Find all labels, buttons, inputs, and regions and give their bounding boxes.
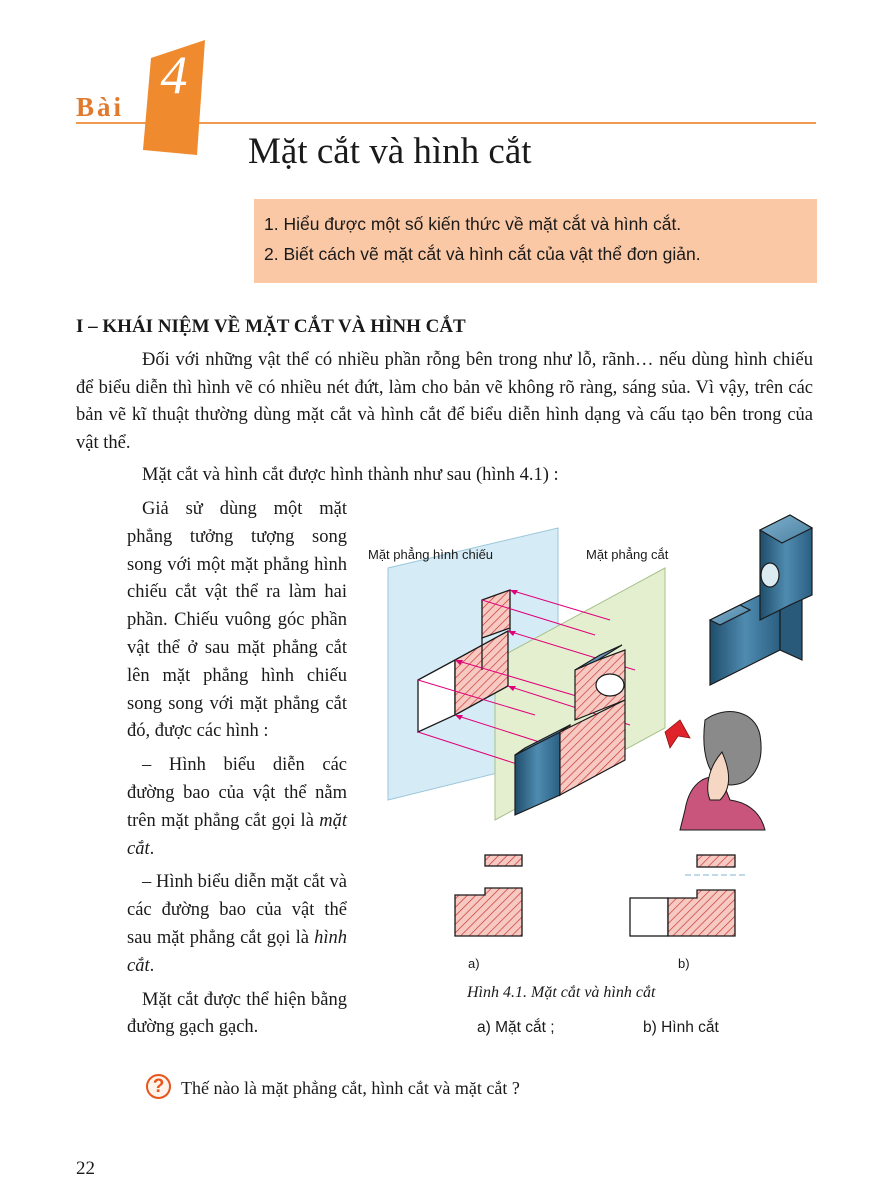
isometric-object	[710, 515, 812, 685]
label-a: a)	[468, 956, 480, 971]
left-paragraph-2: – Hình biểu diễn các đường bao của vật thể nằm trên mặt phẳng cắt gọi là mặt cắt.	[127, 755, 347, 859]
left-paragraph-3: – Hình biểu diễn mặt cắt và các đường bao của vật thể sau mặt phẳng cắt gọi là hình cắt.	[127, 872, 347, 976]
figure-4-1	[360, 510, 830, 1050]
label-cutting-plane: Mặt phẳng cắt	[586, 547, 669, 562]
subcaption-b: b) Hình cắt	[643, 1019, 719, 1036]
observer-figure	[680, 712, 765, 830]
term-hinh-cat: hình cắt	[127, 927, 347, 976]
label-projection-plane: Mặt phẳng hình chiếu	[368, 547, 494, 562]
view-b-section	[630, 855, 748, 936]
question-text: Thế nào là mặt phẳng cắt, hình cắt và mặt cắt ?	[181, 1078, 520, 1098]
lesson-word: Bài	[76, 92, 125, 122]
objective-item: 1. Hiểu được một số kiến thức về mặt cắt và hình cắt.	[264, 214, 682, 234]
lesson-number: 4	[160, 45, 188, 105]
term-mat-cat: mặt cắt	[127, 810, 347, 859]
objective-item: 2. Biết cách vẽ mặt cắt và hình cắt của vật thể đơn giản.	[264, 244, 701, 264]
label-b: b)	[678, 956, 690, 971]
paragraph-intro: Đối với những vật thể có nhiều phần rỗng bên trong như lỗ, rãnh… nếu dùng hình chiếu để biểu diễn thì hình vẽ có nhiều nét đứt, làm cho bản vẽ không rõ ràng, sáng sủa. Vì vậy, trên các bản vẽ kĩ thuật thường dùng mặt cắt và hình cắt để biểu diễn hình dạng và cấu tạo bên trong của vật thể.	[76, 350, 813, 453]
section-heading: I – KHÁI NIỆM VỀ MẶT CẮT VÀ HÌNH CẮT	[76, 316, 466, 337]
page-number: 22	[76, 1158, 95, 1179]
paragraph-formation: Mặt cắt và hình cắt được hình thành như sau (hình 4.1) :	[142, 465, 559, 485]
view-a-section	[455, 855, 522, 936]
page-title: Mặt cắt và hình cắt	[248, 131, 532, 172]
figure-caption: Hình 4.1. Mặt cắt và hình cắt	[467, 984, 656, 1001]
subcaption-a: a) Mặt cắt ;	[477, 1019, 555, 1036]
left-column-text	[127, 496, 347, 1048]
left-paragraph-1: Giả sử dùng một mặt phẳng tưởng tượng song song với một mặt phẳng hình chiếu cắt vật thể ra làm hai phần. Chiếu vuông góc phần vật thể ở sau mặt phẳng cắt lên mặt phẳng hình chiếu song song với mặt phẳng cắt đó, được các hình :	[127, 499, 347, 742]
question-icon: ?	[146, 1074, 171, 1099]
left-paragraph-4: Mặt cắt được thể hiện bằng đường gạch gạch.	[127, 989, 347, 1038]
view-direction-arrow	[665, 720, 690, 748]
objectives-box	[254, 199, 817, 283]
